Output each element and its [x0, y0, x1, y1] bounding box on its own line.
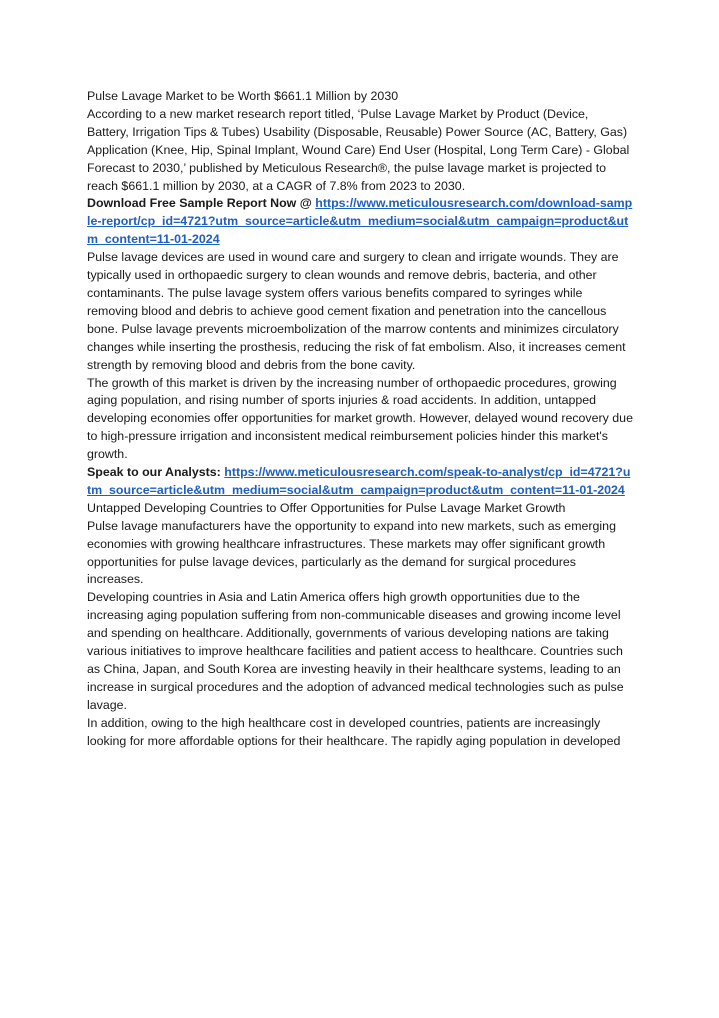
- section-subheading: Untapped Developing Countries to Offer Opportunities for Pulse Lavage Market Growth: [87, 500, 566, 515]
- analysts-line: [87, 464, 633, 500]
- devices-paragraph: Pulse lavage devices are used in wound care and surgery to clean and irrigate wounds. They are typically used in orthopaedic surgery to clean wounds and remove debris, bacteria, and other contaminants. The pulse lavage system offers various benefits compared to syringes while removing blood and debris to achieve good cement fixation and penetration into the cancellous bone. Pulse lavage prevents microembolization of the marrow contents and minimizes circulatory changes while inserting the prosthesis, reducing the risk of fat embolism. Also, it increases cement strength by removing blood and debris from the bone cavity.: [87, 250, 626, 372]
- document-page: [87, 88, 633, 751]
- manufacturers-paragraph: Pulse lavage manufacturers have the opportunity to expand into new markets, such as emerging economies with growing healthcare infrastructures. These markets may offer significant growth opportunities for pulse lavage devices, particularly as the demand for surgical procedures increases.: [87, 518, 616, 587]
- intro-paragraph: According to a new market research report titled, ‘Pulse Lavage Market by Product (Device, Battery, Irrigation Tips & Tubes) Usability (Disposable, Reusable) Power Source (AC, Battery, Gas) Application (Knee, Hip, Spinal Implant, Wound Care) End User (Hospital, Long Term Care) - Global Forecast to 2030,’ published by Meticulous Research®, the pulse lavage market is projected to reach $661.1 million by 2030, at a CAGR of 7.8% from 2023 to 2030.: [87, 106, 630, 193]
- developing-countries-paragraph: Developing countries in Asia and Latin America offers high growth opportunities due to the increasing aging population suffering from non-communicable diseases and growing income level and spending on healthcare. Additionally, governments of various developing nations are taking various initiatives to improve healthcare facilities and patient access to healthcare. Countries such as China, Japan, and South Korea are investing heavily in their healthcare systems, leading to an increase in surgical procedures and the adoption of advanced medical technologies such as pulse lavage.: [87, 590, 624, 712]
- download-label: Download Free Sample Report Now @: [87, 196, 312, 211]
- analysts-label: Speak to our Analysts:: [87, 465, 221, 480]
- document-title: Pulse Lavage Market to be Worth $661.1 Million by 2030: [87, 89, 399, 103]
- growth-paragraph: The growth of this market is driven by the increasing number of orthopaedic procedures, growing aging population, and rising number of sports injuries & road accidents. In addition, untapped developing economies offer opportunities for market growth. However, delayed wound recovery due to high-pressure irrigation and inconsistent medical reimbursement policies hinder this market's growth.: [87, 375, 633, 462]
- healthcare-cost-paragraph: In addition, owing to the high healthcare cost in developed countries, patients are increasingly looking for more affordable options for their healthcare. The rapidly aging population in developed: [87, 715, 621, 748]
- download-line: [87, 195, 633, 249]
- download-sample-link[interactable]: https://www.meticulousresearch.com/download-sample-report/cp_id=4721?utm_source=article&utm_medium=social&utm_campaign=product&utm_content=11-01-2024: [87, 196, 633, 247]
- speak-to-analyst-link[interactable]: https://www.meticulousresearch.com/speak-to-analyst/cp_id=4721?utm_source=article&utm_medium=social&utm_campaign=product&utm_content=11-01-2024: [87, 465, 631, 497]
